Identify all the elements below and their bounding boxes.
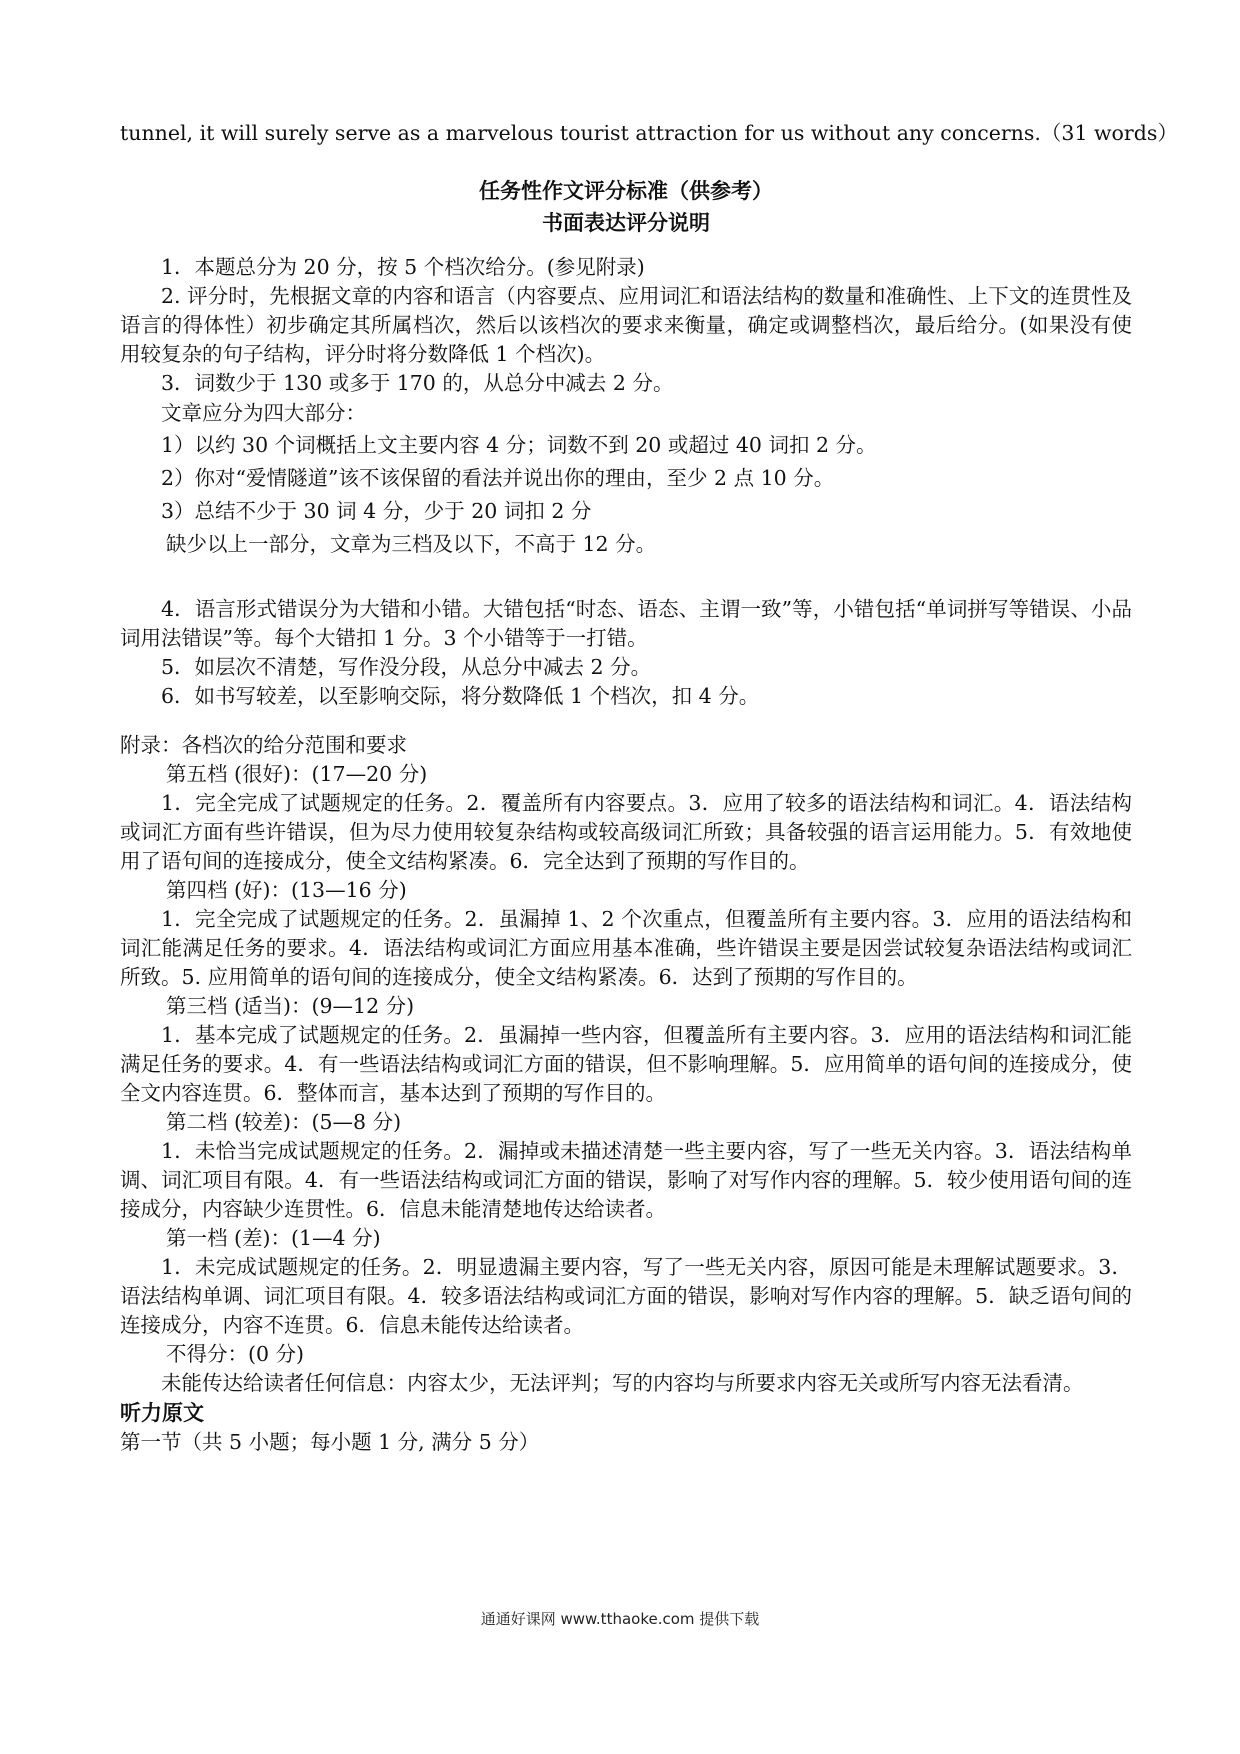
level-5-label: 第五档 (很好)：(17—20 分): [166, 762, 428, 786]
page-footer: 通通好课网 www.tthaoke.com 提供下载: [480, 1610, 760, 1628]
rule-1: 1．本题总分为 20 分，按 5 个档次给分。(参见附录): [161, 255, 645, 279]
listening-heading: 听力原文: [120, 1400, 204, 1425]
document-page: [120, 118, 1178, 1457]
level-1-label: 第一档 (差)：(1—4 分): [166, 1226, 381, 1250]
part-missing-note: 缺少以上一部分，文章为三档及以下，不高于 12 分。: [166, 532, 657, 556]
part-2: 2）你对“爱情隧道”该不该保留的看法并说出你的理由，至少 2 点 10 分。: [161, 466, 835, 490]
rule-2: 2. 评分时，先根据文章的内容和语言（内容要点、应用词汇和语法结构的数量和准确性、上下文的连贯性及语言的得体性）初步确定其所属档次，然后以该档次的要求来衡量，确定或调整档次，最后给分。(如果没有使用较复杂的句子结构，评分时将分数降低 1 个档次)。: [120, 284, 1132, 366]
level-0-label: 不得分：(0 分): [166, 1342, 305, 1366]
level-2-label: 第二档 (较差)：(5—8 分): [166, 1110, 402, 1134]
level-3-label: 第三档 (适当)：(9—12 分): [166, 994, 415, 1018]
level-1-text: 1．未完成试题规定的任务。2．明显遗漏主要内容，写了一些无关内容，原因可能是未理解试题要求。3．语法结构单调、词汇项目有限。4．较多语法结构或词汇方面的错误，影响对写作内容的理解。5．缺乏语句间的连接成分，内容不连贯。6．信息未能传达给读者。: [120, 1255, 1132, 1337]
intro-line: tunnel, it will surely serve as a marvelous tourist attraction for us without any concerns.（31 words）: [120, 121, 1178, 145]
part-3: 3）总结不少于 30 词 4 分，少于 20 词扣 2 分: [161, 499, 592, 523]
rule-6: 6．如书写较差，以至影响交际，将分数降低 1 个档次，扣 4 分。: [161, 684, 760, 708]
page-subtitle: 书面表达评分说明: [542, 210, 710, 235]
page-title: 任务性作文评分标准（供参考）: [479, 178, 773, 203]
level-3-text: 1．基本完成了试题规定的任务。2．虽漏掉一些内容，但覆盖所有主要内容。3．应用的语法结构和词汇能满足任务的要求。4．有一些语法结构或词汇方面的错误，但不影响理解。5．应用简单的语句间的连接成分，使全文内容连贯。6．整体而言，基本达到了预期的写作目的。: [120, 1023, 1132, 1105]
level-2-text: 1．未恰当完成试题规定的任务。2．漏掉或未描述清楚一些主要内容，写了一些无关内容。3．语法结构单调、词汇项目有限。4．有一些语法结构或词汇方面的错误，影响了对写作内容的理解。5．较少使用语句间的连接成分，内容缺少连贯性。6．信息未能清楚地传达给读者。: [120, 1139, 1132, 1221]
parts-intro: 文章应分为四大部分：: [161, 401, 366, 425]
spacer: [120, 711, 1132, 731]
appendix-heading: 附录：各档次的给分范围和要求: [120, 733, 407, 757]
level-5-text: 1．完全完成了试题规定的任务。2．覆盖所有内容要点。3．应用了较多的语法结构和词汇。4．语法结构或词汇方面有些许错误，但为尽力使用较复杂结构或较高级词汇所致；具备较强的语言运用能力。5．有效地使用了语句间的连接成分，使全文结构紧凑。6．完全达到了预期的写作目的。: [120, 791, 1132, 873]
listening-section-1: 第一节（共 5 小题；每小题 1 分, 满分 5 分）: [120, 1430, 540, 1454]
rule-4: 4．语言形式错误分为大错和小错。大错包括“时态、语态、主谓一致”等，小错包括“单词拼写等错误、小品词用法错误”等。每个大错扣 1 分。3 个小错等于一打错。: [120, 597, 1132, 650]
rule-3: 3．词数少于 130 或多于 170 的，从总分中减去 2 分。: [161, 371, 674, 395]
level-4-label: 第四档 (好)：(13—16 分): [166, 878, 407, 902]
spacer: [120, 561, 1132, 595]
level-0-text: 未能传达给读者任何信息：内容太少，无法评判；写的内容均与所要求内容无关或所写内容无法看清。: [161, 1371, 1084, 1395]
part-1: 1）以约 30 个词概括上文主要内容 4 分；词数不到 20 或超过 40 词扣 2 分。: [161, 433, 877, 457]
level-4-text: 1．完全完成了试题规定的任务。2．虽漏掉 1、2 个次重点，但覆盖所有主要内容。3．应用的语法结构和词汇能满足任务的要求。4．语法结构或词汇方面应用基本准确，些许错误主要是因尝试较复杂语法结构或词汇所致。5. 应用简单的语句间的连接成分，使全文结构紧凑。6．达到了预期的写作目的。: [120, 907, 1132, 989]
rule-5: 5．如层次不清楚，写作没分段，从总分中减去 2 分。: [161, 655, 652, 679]
